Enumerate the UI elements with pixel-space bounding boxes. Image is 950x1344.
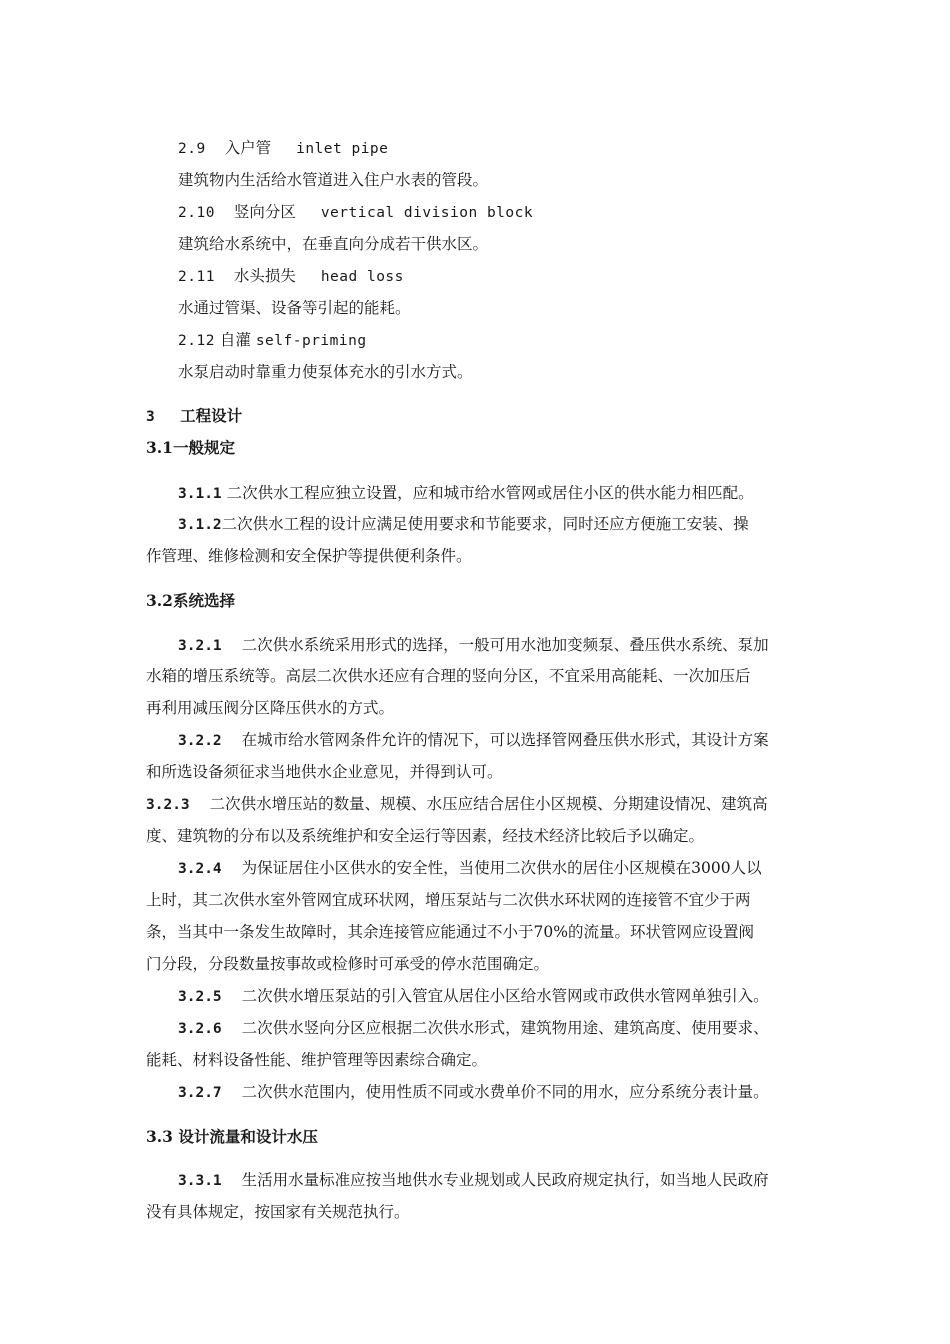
- clause-3-3-1: [178, 1170, 769, 1191]
- clause-text: 二次供水系统采用形式的选择，一般可用水池加变频泵、叠压供水系统、泵加: [241, 636, 769, 654]
- clause-number: 3.2.7: [178, 1085, 222, 1101]
- term-2-11: [178, 266, 404, 287]
- chapter-name: 工程设计: [180, 406, 243, 425]
- term-chinese: 水头损失: [233, 267, 296, 285]
- clause-text-continued: 没有具体规定，按国家有关规范执行。: [146, 1203, 410, 1221]
- clause-3-2-3: [146, 794, 768, 815]
- clause-number: 3.2.2: [178, 733, 222, 749]
- clause-text: 二次供水范围内，使用性质不同或水费单价不同的用水，应分系统分表计量。: [241, 1083, 769, 1101]
- term-definition: 水泵启动时靠重力使泵体充水的引水方式。: [178, 363, 473, 381]
- clause-text: 二次供水工程的设计应满足使用要求和节能要求，同时还应方便施工安装、操: [221, 515, 749, 533]
- term-number: 2.9: [178, 141, 206, 157]
- section-title-3-1: 3.1一般规定: [146, 438, 235, 457]
- term-english: vertical division block: [320, 205, 534, 221]
- term-number: 2.11: [178, 269, 215, 285]
- clause-3-1-1: [178, 483, 754, 504]
- chapter-number: 3: [146, 409, 155, 425]
- clause-text: 生活用水量标准应按当地供水专业规划或人民政府规定执行，如当地人民政府: [241, 1171, 769, 1189]
- clause-number: 3.1.2: [178, 517, 222, 533]
- clause-text: 二次供水增压泵站的引入管宜从居住小区给水管网或市政供水管网单独引入。: [241, 987, 769, 1005]
- term-english: self-priming: [255, 333, 367, 349]
- term-english: inlet pipe: [296, 141, 389, 157]
- clause-text-continued: 门分段，分段数量按事故或检修时可承受的停水范围确定。: [146, 955, 550, 973]
- clause-text-continued: 和所选设备须征求当地供水企业意见，并得到认可。: [146, 763, 503, 781]
- clause-text-continued: 再利用减压阀分区降压供水的方式。: [146, 699, 395, 717]
- term-chinese: 自灌: [219, 331, 251, 349]
- clause-text-continued: 能耗、材料设备性能、维护管理等因素综合确定。: [146, 1051, 488, 1069]
- term-english: head loss: [320, 269, 404, 285]
- term-chinese: 入户管: [224, 139, 272, 157]
- term-2-10: [178, 202, 533, 223]
- clause-3-2-5: [178, 986, 769, 1007]
- clause-3-2-1: [178, 635, 769, 656]
- term-chinese: 竖向分区: [233, 203, 296, 221]
- clause-text-continued: 条，当其中一条发生故障时，其余连接管应能通过不小于70%的流量。环状管网应设置阀: [146, 923, 754, 941]
- clause-number: 3.1.1: [178, 486, 222, 502]
- clause-3-1-2: [178, 514, 749, 535]
- clause-text-continued: 作管理、维修检测和安全保护等提供便利条件。: [146, 547, 472, 565]
- clause-number: 3.2.1: [178, 638, 222, 654]
- clause-3-2-6: [178, 1018, 769, 1039]
- clause-text: 二次供水工程应独立设置，应和城市给水管网或居住小区的供水能力相匹配。: [226, 484, 754, 502]
- clause-number: 3.2.6: [178, 1021, 222, 1037]
- term-definition: 建筑物内生活给水管道进入住户水表的管段。: [178, 171, 489, 189]
- clause-text: 二次供水增压站的数量、规模、水压应结合居住小区规模、分期建设情况、建筑高: [209, 795, 768, 813]
- clause-3-2-2: [178, 730, 769, 751]
- clause-3-2-4: [178, 858, 762, 879]
- term-number: 2.12: [178, 333, 215, 349]
- term-number: 2.10: [178, 205, 215, 221]
- term-definition: 建筑给水系统中，在垂直向分成若干供水区。: [178, 235, 489, 253]
- clause-text-continued: 度、建筑物的分布以及系统维护和安全运行等因素，经技术经济比较后予以确定。: [146, 827, 705, 845]
- clause-number: 3.3.1: [178, 1173, 222, 1189]
- clause-text: 在城市给水管网条件允许的情况下，可以选择管网叠压供水形式，其设计方案: [241, 731, 769, 749]
- term-definition: 水通过管渠、设备等引起的能耗。: [178, 299, 411, 317]
- chapter-title: [146, 406, 242, 427]
- clause-text: 二次供水竖向分区应根据二次供水形式，建筑物用途、建筑高度、使用要求、: [241, 1019, 769, 1037]
- section-title-3-3: 3.3 设计流量和设计水压: [146, 1127, 318, 1146]
- clause-number: 3.2.4: [178, 861, 222, 877]
- section-title-3-2: 3.2系统选择: [146, 591, 235, 610]
- clause-number: 3.2.5: [178, 989, 222, 1005]
- clause-text-continued: 水箱的增压系统等。高层二次供水还应有合理的竖向分区，不宜采用高能耗、一次加压后: [146, 667, 751, 685]
- term-2-12: [178, 330, 367, 351]
- term-2-9: [178, 138, 388, 159]
- clause-text-continued: 上时，其二次供水室外管网宜成环状网，增压泵站与二次供水环状网的连接管不宜少于两: [146, 891, 751, 909]
- clause-3-2-7: [178, 1082, 769, 1103]
- clause-number: 3.2.3: [146, 797, 190, 813]
- clause-text: 为保证居住小区供水的安全性，当使用二次供水的居住小区规模在3000人以: [241, 859, 762, 877]
